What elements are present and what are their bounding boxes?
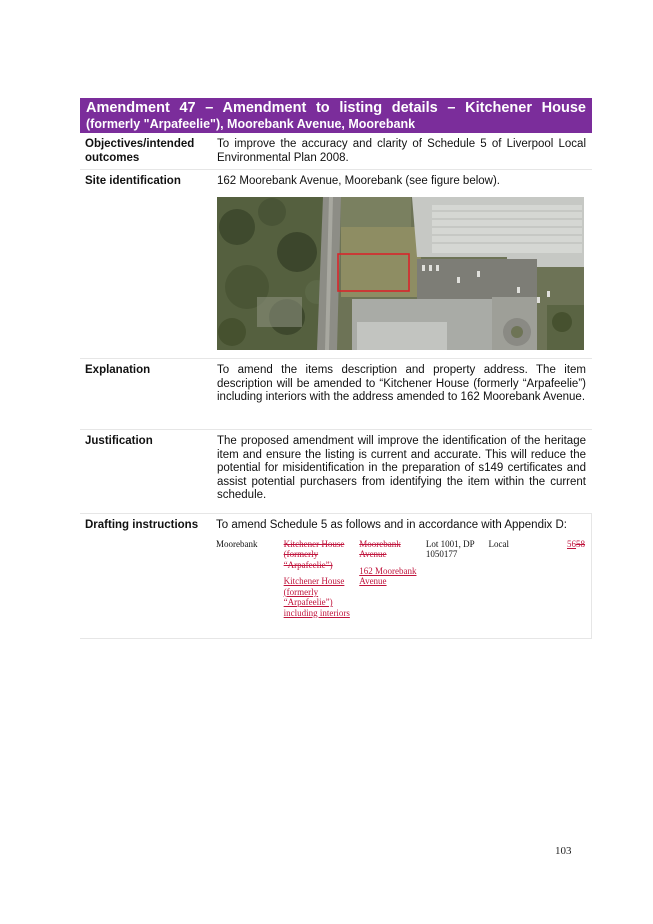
banner-title-line-2: (formerly "Arpafeelie"), Moorebank Avenue, Moorebank	[86, 117, 416, 131]
row-value: 162 Moorebank Avenue, Moorebank (see figure below).	[217, 175, 500, 187]
row-site-identification	[80, 170, 592, 359]
row-objectives	[80, 133, 592, 170]
inserted-address: 162 Moorebank Avenue	[359, 565, 417, 586]
banner-title-line-1: Amendment 47 – Amendment to listing details – Kitchener House	[86, 100, 586, 116]
row-value: To amend the items description and property address. The item description will be amended to “Kitchener House (formerly “Arpafeelie”) including interiors with the address amended to 162 Moorebank Avenue.	[217, 364, 586, 403]
amendment-table	[80, 98, 592, 639]
row-drafting-instructions	[80, 514, 592, 639]
row-justification	[80, 430, 592, 514]
row-label: Explanation	[85, 364, 151, 376]
schedule-significance: Local	[488, 538, 510, 549]
amendment-banner	[80, 98, 592, 133]
row-label: Site identification	[85, 175, 181, 187]
row-label: Drafting instructions	[85, 519, 199, 531]
row-value: The proposed amendment will improve the identification of the heritage item and ensure the listing is current and accurate. This will reduce the potential for misidentification in the preparation of s149 certificates and assist potential purchasers from identifying the item within the current schedule.	[217, 435, 586, 501]
deleted-item-number: 58	[576, 538, 586, 549]
page-number: 103	[555, 845, 572, 857]
schedule-property-description: Lot 1001, DP 1050177	[425, 538, 475, 559]
row-explanation	[80, 359, 592, 430]
aerial-site-photo	[217, 197, 584, 350]
inserted-item-name: Kitchener House (formerly “Arpafeelie”) including interiors	[283, 576, 350, 618]
deleted-address: Moorebank Avenue	[359, 538, 401, 559]
row-label: Justification	[85, 435, 153, 447]
inserted-item-number: 56	[567, 538, 577, 549]
schedule-suburb: Moorebank	[216, 538, 258, 549]
row-value-container	[211, 170, 592, 358]
schedule-address	[359, 539, 426, 619]
schedule-entry	[216, 539, 585, 619]
row-value: To amend Schedule 5 as follows and in accordance with Appendix D:	[216, 519, 567, 531]
row-label: Objectives/intended outcomes	[85, 138, 195, 164]
deleted-item-name: Kitchener House (formerly “Arpafeelie”)	[283, 538, 345, 570]
row-value-container	[210, 514, 591, 638]
schedule-item-number	[555, 539, 585, 619]
schedule-item-name	[284, 539, 360, 619]
row-value: To improve the accuracy and clarity of Schedule 5 of Liverpool Local Environmental Plan 2008.	[217, 138, 586, 164]
